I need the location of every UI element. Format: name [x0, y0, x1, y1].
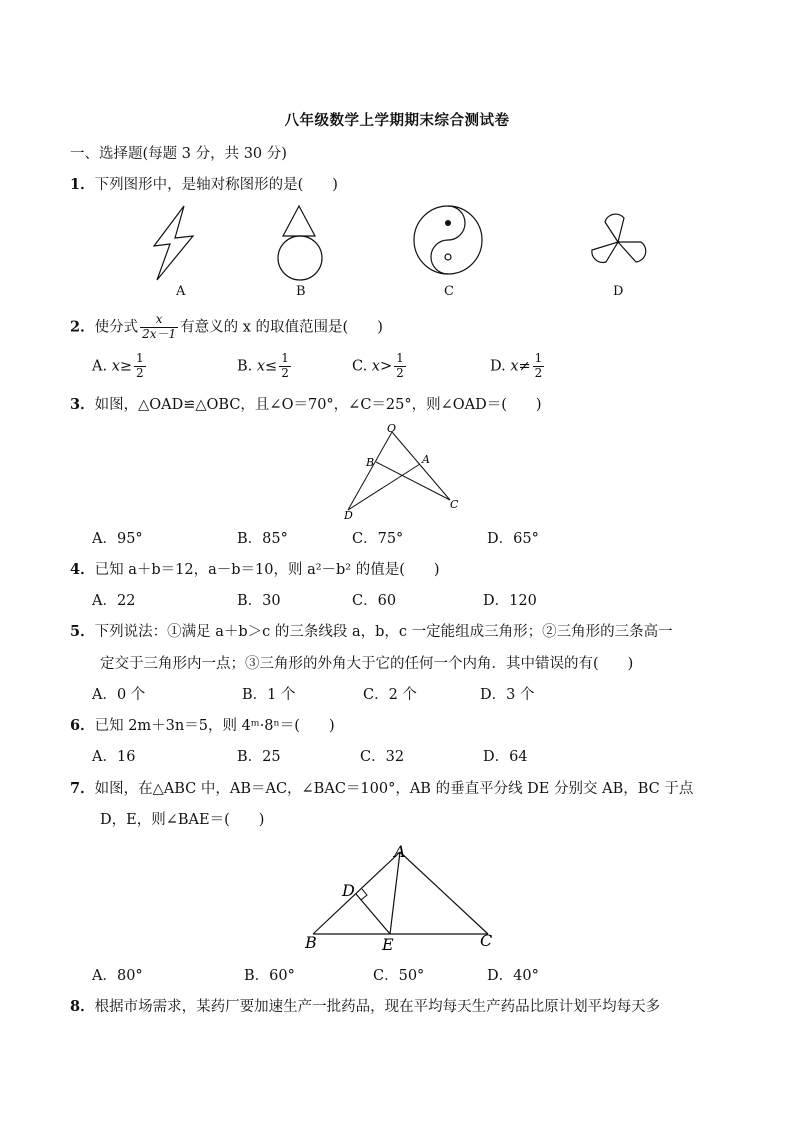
q4-option-d: D．120	[483, 593, 537, 609]
question-number: 6．	[70, 717, 95, 734]
q3-option-d: D．65°	[487, 531, 539, 547]
q6-option-d: D．64	[483, 749, 528, 765]
question-line-1: 如图，在△ABC 中，AB＝AC，∠BAC＝100°，AB 的垂直平分线 DE 分别交 AB，BC 于点	[94, 781, 694, 797]
question-7-line-2: D，E，则∠BAE＝( )	[100, 812, 265, 828]
question-text: 根据市场需求，某药厂要加速生产一批药品，现在平均每天生产药品比原计划平均每天多	[94, 999, 661, 1015]
fig-label-o: O	[387, 422, 397, 435]
q7-option-a: A．80°	[92, 968, 143, 984]
fig-label-e: E	[382, 935, 394, 954]
question-text: 如图，△OAD≌△OBC，且∠O＝70°，∠C＝25°，则∠OAD＝( )	[94, 397, 542, 413]
q3-option-b: B．85°	[237, 531, 288, 547]
option-key: B.	[237, 358, 253, 375]
q7-option-d: D．40°	[487, 968, 539, 984]
question-2	[70, 313, 383, 342]
question-text: 已知 2m＋3n＝5，则 4ᵐ·8ⁿ＝( )	[94, 718, 335, 734]
fraction-denominator: 2	[396, 365, 404, 380]
fig-label-b: B	[366, 456, 375, 469]
question-1	[70, 178, 338, 193]
question-number: 7．	[70, 780, 95, 797]
question-line-1: 下列说法：①满足 a＋b＞c 的三条线段 a，b，c 一定能组成三角形；②三角形的三条高一	[94, 624, 673, 640]
q3-option-a: A．95°	[92, 531, 143, 547]
question-6	[70, 719, 335, 734]
circle-figure	[278, 236, 322, 280]
fraction	[394, 352, 406, 381]
fig-label-c: C	[480, 931, 493, 950]
q2-option-d	[490, 352, 546, 381]
question-number: 1．	[70, 176, 95, 193]
q5-option-a: A．0 个	[92, 687, 146, 703]
fraction-denominator: 2	[136, 365, 144, 380]
q1-label-a: A	[176, 284, 186, 299]
q1-label-b: B	[296, 284, 306, 299]
question-7	[70, 782, 693, 797]
fraction-numerator: 1	[281, 351, 289, 365]
q3-option-c: C．75°	[352, 531, 404, 547]
fraction-denominator: 2	[281, 365, 289, 380]
fig-label-b: B	[305, 933, 317, 952]
q7-option-c: C．50°	[373, 968, 425, 984]
q1-label-d: D	[613, 284, 624, 299]
question-8	[70, 1000, 660, 1015]
fig-label-d: D	[342, 881, 355, 900]
question-5	[70, 625, 673, 640]
fraction-numerator: 1	[136, 351, 144, 365]
q4-option-b: B．30	[237, 593, 281, 609]
triangle-figure	[283, 206, 315, 236]
pinwheel-figure	[592, 214, 646, 262]
fraction-numerator: 1	[534, 351, 543, 365]
fraction-numerator: x	[140, 313, 178, 328]
question-prefix: 使分式	[94, 319, 139, 336]
question-text: 下列图形中，是轴对称图形的是( )	[94, 177, 338, 193]
q6-option-b: B．25	[237, 749, 281, 765]
question-number: 4．	[70, 561, 95, 578]
question-suffix: 有意义的 x 的取值范围是( )	[180, 319, 383, 336]
option-key: A.	[92, 358, 108, 375]
q5-option-c: C．2 个	[363, 687, 417, 703]
fraction	[533, 352, 545, 381]
fraction	[134, 352, 146, 381]
fraction	[279, 352, 291, 381]
q6-option-c: C．32	[360, 749, 405, 765]
q4-option-c: C．60	[352, 593, 397, 609]
fig-label-a: A	[394, 842, 406, 861]
q2-option-b	[237, 352, 293, 381]
option-relation: x≥	[111, 358, 133, 375]
question-3	[70, 398, 542, 413]
question-5-line-2: 定交于三角形内一点；③三角形的外角大于它的任何一个内角．其中错误的有( )	[100, 656, 634, 672]
option-key: C.	[352, 358, 368, 375]
fraction-denominator: 2x－1	[142, 326, 177, 341]
q3-figure	[330, 418, 480, 523]
yin-yang-figure	[414, 206, 482, 274]
q5-option-d: D．3 个	[480, 687, 535, 703]
question-number: 8．	[70, 998, 95, 1015]
fraction-numerator: 1	[396, 351, 404, 365]
fraction	[140, 313, 178, 342]
option-relation: x≤	[256, 358, 278, 375]
question-text: 已知 a＋b＝12，a－b＝10，则 a²－b² 的值是( )	[94, 562, 440, 578]
option-key: D.	[490, 358, 506, 375]
q1-label-c: C	[444, 284, 454, 299]
option-relation: x≠	[510, 358, 531, 375]
fig-label-c: C	[450, 498, 459, 511]
section-heading: 一、选择题(每题 3 分，共 30 分)	[70, 146, 287, 162]
question-number: 5．	[70, 623, 95, 640]
page-title: 八年级数学上学期期末综合测试卷	[284, 112, 510, 129]
q6-option-a: A．16	[92, 749, 136, 765]
q5-option-b: B．1 个	[242, 687, 296, 703]
fraction-denominator: 2	[534, 365, 543, 380]
question-number: 3．	[70, 396, 95, 413]
fig-label-a: A	[422, 453, 430, 466]
question-4	[70, 563, 440, 578]
q7-option-b: B．60°	[244, 968, 295, 984]
lightning-figure	[154, 206, 193, 280]
question-number: 2．	[70, 318, 95, 336]
q2-option-a	[92, 352, 148, 381]
q4-option-a: A．22	[92, 593, 136, 609]
q2-option-c	[352, 352, 408, 381]
fig-label-d: D	[344, 509, 353, 522]
q7-figure	[300, 838, 510, 956]
option-relation: x>	[371, 358, 393, 375]
